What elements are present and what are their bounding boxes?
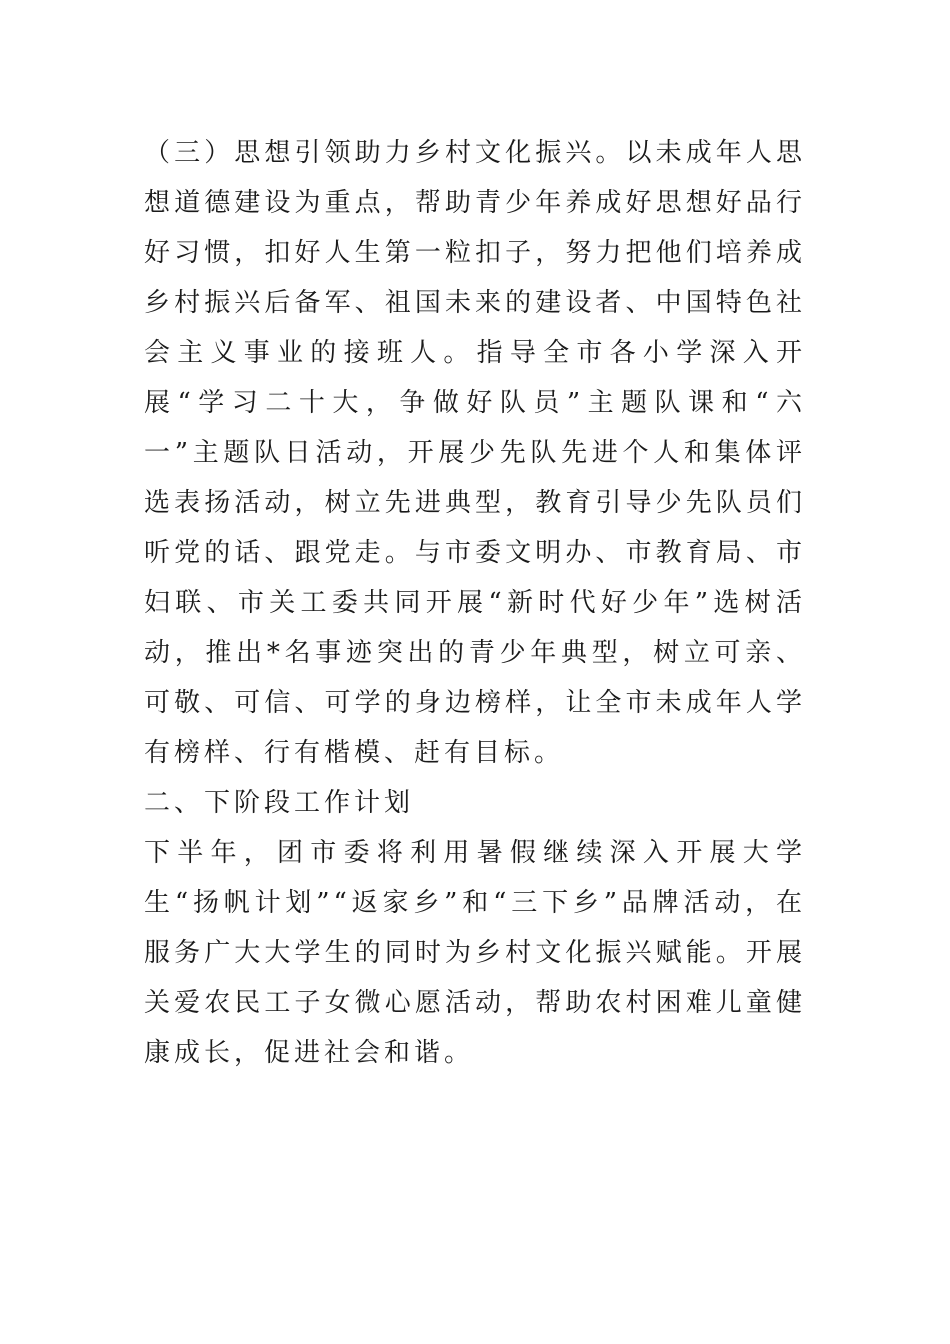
next-phase-paragraph: 下半年，团市委将利用暑假继续深入开展大学生“扬帆计划”“返家乡”和“三下乡”品牌活动，在服务广大大学生的同时为乡村文化振兴赋能。开展关爱农民工子女微心愿活动，帮助农村困难儿童健康成长，促进社会和谐。 [144,838,806,1068]
document-body [144,128,806,1078]
next-phase-heading: 二、下阶段工作计划 [144,788,415,818]
section-three-paragraph: （三）思想引领助力乡村文化振兴。以未成年人思想道德建设为重点，帮助青少年养成好思想好品行好习惯，扣好人生第一粒扣子，努力把他们培养成乡村振兴后备军、祖国未来的建设者、中国特色社会主义事业的接班人。指导全市各小学深入开展“学习二十大，争做好队员”主题队课和“六一”主题队日活动，开展少先队先进个人和集体评选表扬活动，树立先进典型，教育引导少先队员们听党的话、跟党走。与市委文明办、市教育局、市妇联、市关工委共同开展“新时代好少年”选树活动，推出*名事迹突出的青少年典型，树立可亲、可敬、可信、可学的身边榜样，让全市未成年人学有榜样、行有楷模、赶有目标。 [144,138,806,768]
